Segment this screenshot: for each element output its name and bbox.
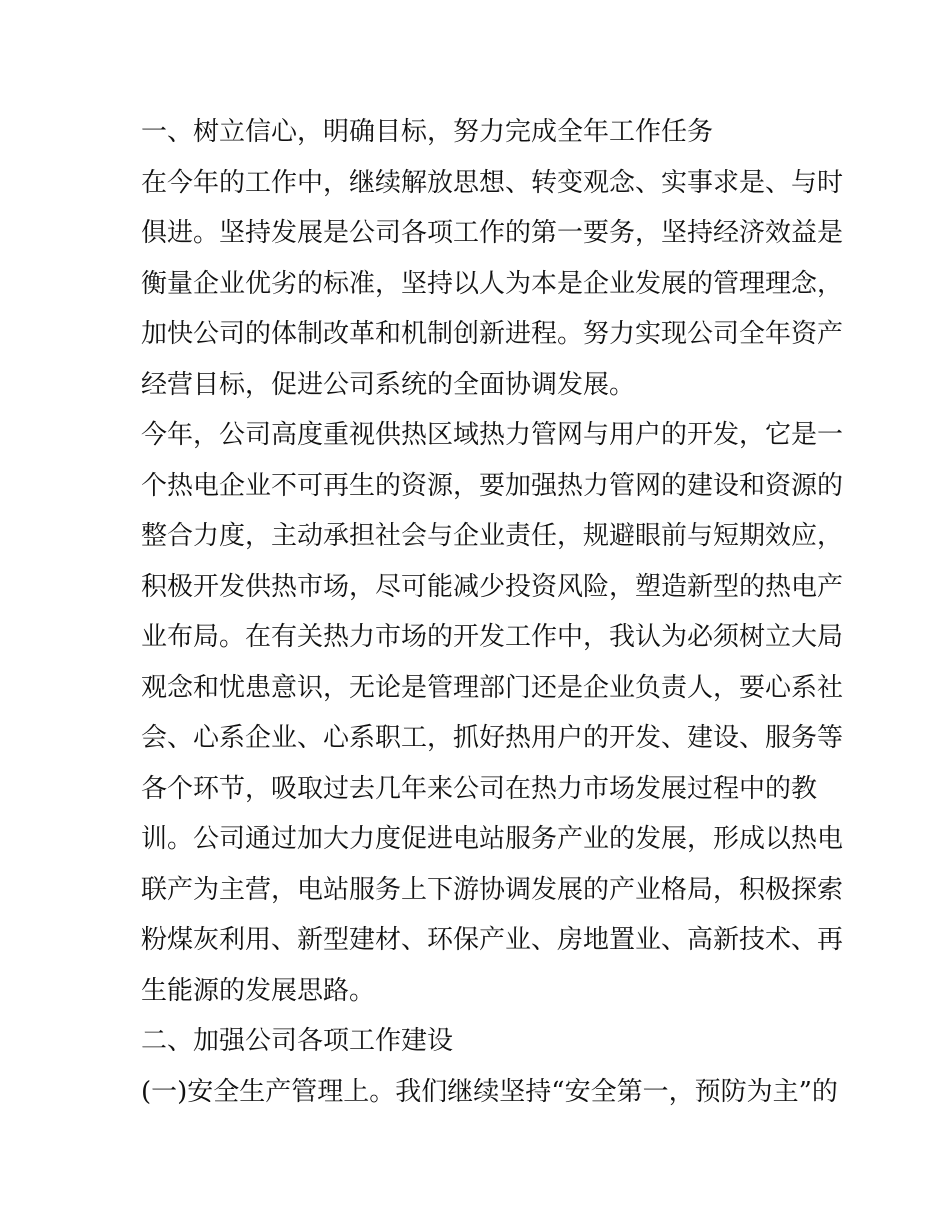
section-heading-2: 二、加强公司各项工作建设 bbox=[141, 1026, 454, 1056]
text-line: 观念和忧患意识，无论是管理部门还是企业负责人，要心系社 bbox=[141, 672, 844, 703]
text-line: 训。公司通过加大力度促进电站服务产业的发展，形成以热电 bbox=[141, 824, 844, 854]
text-line: 在今年的工作中，继续解放思想、转变观念、实事求是、与时 bbox=[141, 167, 844, 198]
text-line: 粉煤灰利用、新型建材、环保产业、房地置业、高新技术、再 bbox=[141, 925, 844, 955]
text-line: 业布局。在有关热力市场的开发工作中，我认为必须树立大局 bbox=[141, 622, 844, 652]
text-line: 各个环节，吸取过去几年来公司在热力市场发展过程中的教 bbox=[141, 773, 818, 804]
document-body bbox=[141, 107, 844, 1117]
text-line: 联产为主营，电站服务上下游协调发展的产业格局，积极探索 bbox=[141, 874, 844, 905]
text-line: 生能源的发展思路。 bbox=[141, 975, 376, 1006]
text-line: 经营目标，促进公司系统的全面协调发展。 bbox=[141, 369, 636, 400]
text-line: 个热电企业不可再生的资源，要加强热力管网的建设和资源的 bbox=[141, 470, 844, 501]
text-line: 积极开发供热市场，尽可能减少投资风险，塑造新型的热电产 bbox=[141, 571, 844, 602]
text-line: 加快公司的体制改革和机制创新进程。努力实现公司全年资产 bbox=[141, 319, 844, 349]
text-line: 整合力度，主动承担社会与企业责任，规避眼前与短期效应， bbox=[141, 521, 844, 551]
text-line: 今年，公司高度重视供热区域热力管网与用户的开发，它是一 bbox=[141, 420, 844, 450]
section-heading-1: 一、树立信心，明确目标，努力完成全年工作任务 bbox=[141, 117, 714, 147]
text-line: 衡量企业优劣的标准，坚持以人为本是企业发展的管理理念， bbox=[141, 268, 844, 299]
text-line: 会、心系企业、心系职工，抓好热用户的开发、建设、服务等 bbox=[141, 723, 844, 753]
text-line: (一)安全生产管理上。我们继续坚持“安全第一，预防为主”的 bbox=[141, 1076, 838, 1107]
text-line: 俱进。坚持发展是公司各项工作的第一要务，坚持经济效益是 bbox=[141, 218, 844, 248]
